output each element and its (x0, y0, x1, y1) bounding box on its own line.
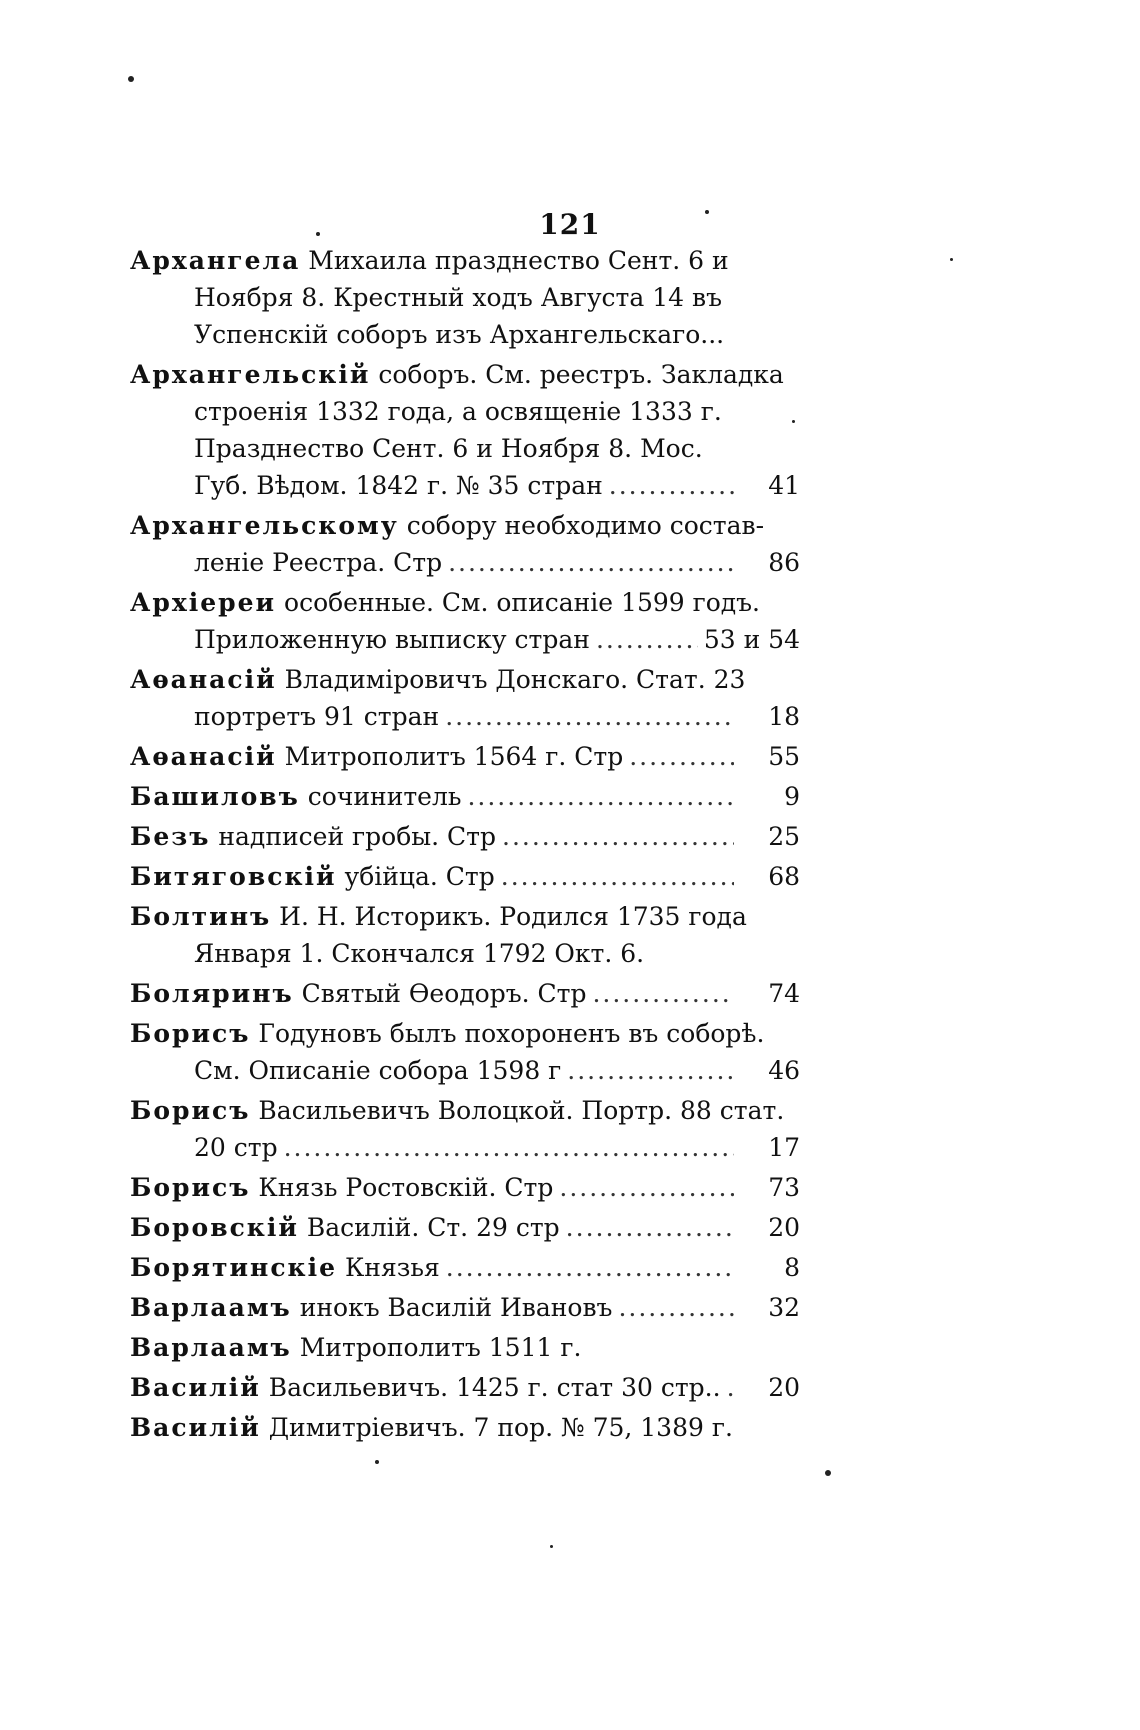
entry-text: Михаила празднество Сент. 6 и (308, 246, 729, 275)
entry-page-ref: 55 (768, 742, 800, 771)
index-entry (130, 1169, 800, 1206)
entry-line (130, 1015, 800, 1052)
entry-text: Димитріевичъ. 7 пор. № 75, 1389 г. (268, 1413, 733, 1442)
entry-text: леніе Реестра. Стр (194, 548, 443, 577)
entry-text: Празднество Сент. 6 и Ноября 8. Мос. (194, 434, 703, 463)
entry-head: Башиловъ (130, 782, 300, 811)
entry-text: инокъ Василій Ивановъ (299, 1293, 613, 1322)
entry-page-ref: 86 (768, 548, 800, 577)
entry-page-ref: 53 и 54 (703, 625, 800, 654)
entry-text: портретъ 91 стран (194, 702, 440, 731)
entry-text: Васильевичъ Волоцкой. Портр. 88 стат. (258, 1096, 785, 1125)
entry-page-ref: 41 (768, 471, 800, 500)
index-entry (130, 242, 800, 353)
index-entry (130, 778, 800, 815)
index-entry (130, 1369, 800, 1406)
entry-head: Архангельскій (130, 360, 371, 389)
entry-line (130, 467, 800, 504)
entry-line (130, 1209, 800, 1246)
entry-page-ref: 74 (768, 979, 800, 1008)
index-list (130, 242, 800, 1449)
dot-leader (446, 1249, 734, 1286)
entry-text: Приложенную выписку стран (194, 625, 590, 654)
entry-head: Аѳанасій (130, 665, 277, 694)
dot-leader (284, 1129, 734, 1166)
entry-text: Губ. Вѣдом. 1842 г. № 35 стран (194, 471, 603, 500)
dot-leader (629, 738, 734, 775)
entry-text: строенія 1332 года, а освященіе 1333 г. (194, 397, 722, 426)
entry-head: Василій (130, 1413, 261, 1442)
entry-line (130, 507, 800, 544)
entry-page-ref: 32 (768, 1293, 800, 1322)
index-entry (130, 661, 800, 735)
entry-page-ref: 20 (768, 1213, 800, 1242)
index-entry (130, 1249, 800, 1286)
index-entry (130, 738, 800, 775)
entry-text: Митрополитъ 1511 г. (299, 1333, 582, 1362)
entry-text: Успенскій соборъ изъ Архангельскаго... (194, 320, 725, 349)
entry-head: Василій (130, 1373, 261, 1402)
entry-text: особенные. См. описаніе 1599 годъ. (284, 588, 761, 617)
entry-text: 20 стр (194, 1133, 278, 1162)
entry-page-ref: 20 (768, 1373, 800, 1402)
entry-line (130, 661, 800, 698)
entry-head: Борисъ (130, 1019, 251, 1048)
entry-line (130, 1129, 800, 1166)
entry-line (130, 975, 800, 1012)
entry-line (130, 242, 800, 279)
entry-text: Васильевичъ. 1425 г. стат 30 стр.. (268, 1373, 721, 1402)
entry-head: Боляринъ (130, 979, 294, 1008)
dot-leader (592, 975, 734, 1012)
entry-text: И. Н. Историкъ. Родился 1735 года (279, 902, 747, 931)
dot-leader (502, 818, 734, 855)
entry-head: Архангела (130, 246, 301, 275)
entry-line (130, 584, 800, 621)
entry-page-ref: 73 (768, 1173, 800, 1202)
index-entry (130, 1289, 800, 1326)
entry-head: Болтинъ (130, 902, 272, 931)
entry-text: Января 1. Скончался 1792 Окт. 6. (194, 939, 645, 968)
index-entry (130, 1329, 800, 1366)
entry-text: надписей гробы. Стр (218, 822, 497, 851)
index-entry (130, 975, 800, 1012)
index-entry (130, 1409, 800, 1446)
entry-page-ref: 46 (768, 1056, 800, 1085)
entry-line (130, 393, 800, 430)
dot-leader (445, 698, 734, 735)
dot-leader (567, 1052, 734, 1089)
entry-head: Боровскій (130, 1213, 299, 1242)
dot-leader (618, 1289, 734, 1326)
entry-text: соборъ. См. реестръ. Закладка (378, 360, 784, 389)
entry-page-ref: 25 (768, 822, 800, 851)
index-entry (130, 356, 800, 504)
entry-line (130, 279, 800, 316)
entry-head: Архіереи (130, 588, 277, 617)
index-entry (130, 858, 800, 895)
entry-line (130, 818, 800, 855)
entry-text: собору необходимо состав- (406, 511, 765, 540)
index-entry (130, 1209, 800, 1246)
entry-text: Владиміровичъ Донскаго. Стат. 23 (284, 665, 746, 694)
entry-page-ref: 17 (768, 1133, 800, 1162)
entry-text: убійца. Стр (344, 862, 495, 891)
entry-line (130, 544, 800, 581)
entry-line (130, 316, 800, 353)
entry-line (130, 1329, 800, 1366)
entry-text: Митрополитъ 1564 г. Стр (284, 742, 624, 771)
entry-line (130, 1052, 800, 1089)
index-entry (130, 1015, 800, 1089)
entry-text: Годуновъ былъ похороненъ въ соборѣ. (258, 1019, 765, 1048)
dot-leader (727, 1369, 734, 1406)
entry-line (130, 1409, 800, 1446)
index-entry (130, 818, 800, 855)
entry-line (130, 1249, 800, 1286)
dot-leader (609, 467, 734, 504)
entry-text: Князья (344, 1253, 440, 1282)
entry-line (130, 698, 800, 735)
entry-text: Князь Ростовскій. Стр (258, 1173, 554, 1202)
entry-head: Архангельскому (130, 511, 399, 540)
entry-line (130, 1169, 800, 1206)
entry-page-ref: 18 (768, 702, 800, 731)
entry-text: См. Описаніе собора 1598 г (194, 1056, 562, 1085)
dot-leader (559, 1169, 734, 1206)
page-number: 121 (539, 208, 601, 241)
entry-line (130, 738, 800, 775)
index-entry (130, 584, 800, 658)
dot-leader (596, 621, 698, 658)
entry-line (130, 1369, 800, 1406)
entry-text: Василій. Ст. 29 стр (306, 1213, 560, 1242)
entry-line (130, 858, 800, 895)
entry-head: Аѳанасій (130, 742, 277, 771)
index-entry (130, 1092, 800, 1166)
dot-leader (467, 778, 734, 815)
entry-head: Битяговскій (130, 862, 337, 891)
entry-line (130, 356, 800, 393)
entry-head: Борисъ (130, 1096, 251, 1125)
entry-line (130, 898, 800, 935)
dot-leader (448, 544, 734, 581)
entry-line (130, 778, 800, 815)
entry-head: Безъ (130, 822, 211, 851)
entry-head: Борисъ (130, 1173, 251, 1202)
index-entry (130, 898, 800, 972)
entry-text: сочинитель (307, 782, 462, 811)
entry-line (130, 621, 800, 658)
entry-line (130, 1092, 800, 1129)
entry-line (130, 430, 800, 467)
entry-page-ref: 68 (768, 862, 800, 891)
entry-head: Варлаамъ (130, 1333, 292, 1362)
dot-leader (501, 858, 734, 895)
entry-head: Варлаамъ (130, 1293, 292, 1322)
entry-page-ref: 8 (784, 1253, 800, 1282)
entry-page-ref: 9 (784, 782, 800, 811)
entry-line (130, 935, 800, 972)
entry-text: Ноября 8. Крестный ходъ Августа 14 въ (194, 283, 722, 312)
entry-line (130, 1289, 800, 1326)
index-entry (130, 507, 800, 581)
entry-head: Борятинскіе (130, 1253, 337, 1282)
entry-text: Святый Ѳеодоръ. Стр (301, 979, 587, 1008)
dot-leader (566, 1209, 734, 1246)
